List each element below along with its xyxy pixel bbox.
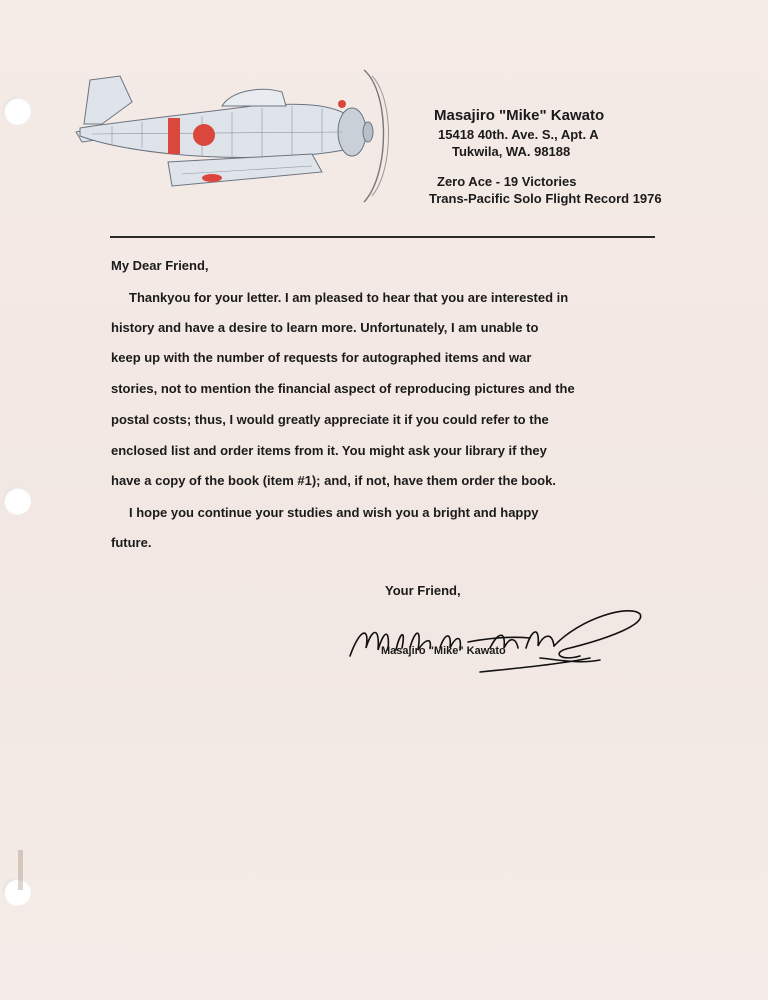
sender-name: Masajiro "Mike" Kawato: [434, 107, 605, 124]
sender-address-line2: Tukwila, WA. 98188: [452, 144, 571, 159]
body-line: history and have a desire to learn more. Unfortunately, I am unable to: [111, 320, 539, 335]
body-line: have a copy of the book (item #1); and, if not, have them order the book.: [111, 473, 556, 488]
body-line: postal costs; thus, I would greatly appreciate it if you could refer to the: [111, 412, 549, 427]
body-line: stories, not to mention the financial aspect of reproducing pictures and the: [111, 381, 575, 396]
body-line: I hope you continue your studies and wish you a bright and happy: [129, 505, 539, 520]
punch-hole-middle: [3, 487, 31, 515]
body-line: Thankyou for your letter. I am pleased to hear that you are interested in: [129, 290, 569, 305]
sender-tagline-flight-record: Trans-Pacific Solo Flight Record 1976: [429, 191, 662, 206]
sender-tagline-victories: Zero Ace - 19 Victories: [437, 174, 577, 189]
sender-address-line1: 15418 40th. Ave. S., Apt. A: [438, 127, 599, 142]
body-line: enclosed list and order items from it. You might ask your library if they: [111, 443, 547, 458]
letterhead-divider: [110, 236, 655, 238]
paper-stain: [18, 850, 23, 890]
body-line: keep up with the number of requests for autographed items and war: [111, 350, 532, 365]
typed-signature: Masajiro "Mike" Kawato: [381, 645, 506, 657]
body-line: future.: [111, 535, 152, 550]
punch-hole-top: [3, 97, 31, 125]
zero-fighter-plane-illustration: [72, 62, 392, 212]
closing: Your Friend,: [385, 583, 461, 598]
handwritten-signature: [340, 598, 650, 678]
salutation: My Dear Friend,: [111, 258, 209, 273]
punch-hole-bottom: [3, 878, 31, 906]
